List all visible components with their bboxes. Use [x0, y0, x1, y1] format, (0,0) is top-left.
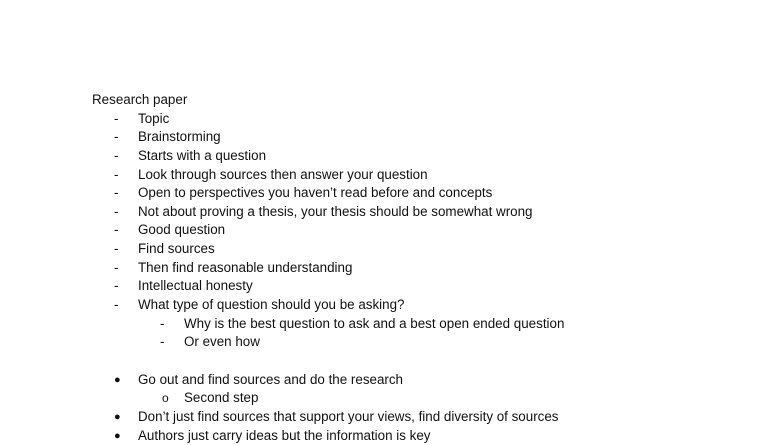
list-item: [92, 128, 772, 147]
list-item-text: Topic: [138, 110, 170, 126]
dash-marker: -: [114, 203, 119, 219]
sub-bullet-item: [92, 389, 772, 408]
bullet-item-text: Go out and find sources and do the research: [138, 371, 404, 387]
list-item: [92, 147, 772, 166]
sub-list-item: [92, 315, 772, 334]
list-item: [92, 110, 772, 129]
list-item: [92, 166, 772, 185]
bullet-item-text: Don’t just find sources that support your views, find diversity of sources: [138, 408, 559, 424]
bullet-item: [92, 408, 772, 427]
list-item: [92, 203, 772, 222]
sub-list-item-text: Why is the best question to ask and a best open ended question: [184, 315, 565, 331]
dash-marker: -: [114, 185, 119, 201]
dash-marker: -: [114, 297, 119, 313]
document-body: [92, 91, 772, 445]
document-heading: Research paper: [92, 92, 188, 107]
dash-marker: -: [114, 278, 119, 294]
list-item-text: Then find reasonable understanding: [138, 259, 353, 275]
list-item-text: Open to perspectives you haven’t read before and concepts: [138, 185, 493, 201]
list-item: [92, 240, 772, 259]
empty-line: [92, 352, 772, 371]
bullet-item: [92, 371, 772, 390]
list-item-text: What type of question should you be asking?: [138, 297, 405, 313]
list-item: [92, 221, 772, 240]
list-item-text: Starts with a question: [138, 147, 267, 163]
sub-bullet-item-text: Second step: [184, 390, 259, 406]
dash-marker: -: [160, 334, 165, 350]
dash-marker: -: [114, 110, 119, 126]
list-item: [92, 184, 772, 203]
list-item-text: Brainstorming: [138, 129, 221, 145]
sub-list-item: [92, 333, 772, 352]
dash-marker: -: [114, 147, 119, 163]
dash-marker: -: [114, 166, 119, 182]
list-item-text: Good question: [138, 222, 226, 238]
bullet-icon: ●: [114, 429, 121, 442]
list-item: [92, 277, 772, 296]
dash-marker: -: [114, 259, 119, 275]
list-item: [92, 259, 772, 278]
list-item: [92, 296, 772, 315]
bullet-icon: ●: [114, 410, 121, 423]
sub-list-item-text: Or even how: [184, 334, 260, 350]
bullet-item-text: Authors just carry ideas but the information is key: [138, 427, 431, 443]
list-item-text: Find sources: [138, 241, 215, 257]
hollow-bullet-icon: o: [162, 391, 169, 406]
list-item-text: Not about proving a thesis, your thesis should be somewhat wrong: [138, 203, 533, 219]
bullet-icon: ●: [114, 373, 121, 386]
bullet-item: [92, 427, 772, 445]
dash-marker: -: [160, 315, 165, 331]
dash-marker: -: [114, 129, 119, 145]
dash-marker: -: [114, 222, 119, 238]
list-item-text: Intellectual honesty: [138, 278, 253, 294]
dash-marker: -: [114, 241, 119, 257]
list-item-text: Look through sources then answer your question: [138, 166, 428, 182]
